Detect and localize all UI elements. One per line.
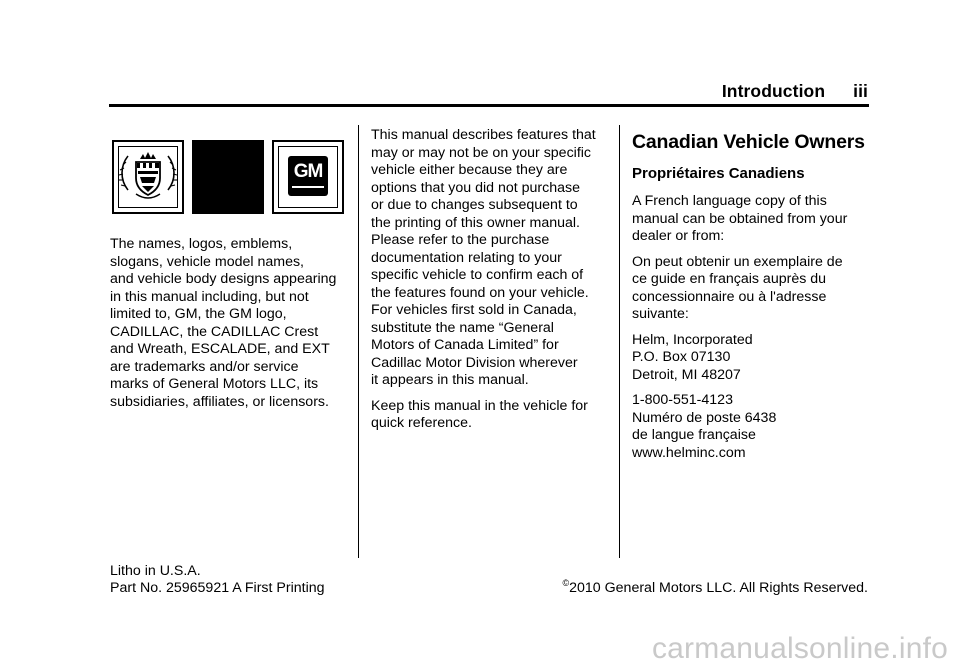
text-line: the printing of this owner manual. <box>371 214 580 231</box>
text-line: slogans, vehicle model names, <box>110 253 304 270</box>
text-line: CADILLAC, the CADILLAC Crest <box>110 323 319 340</box>
french-paragraph <box>632 254 872 324</box>
text-line: options that you did not purchase <box>371 179 581 196</box>
section-title: Introduction <box>721 81 826 101</box>
section-subheading: Propriétaires Canadiens <box>632 165 805 182</box>
text-line: limited to, GM, the GM logo, <box>110 306 287 322</box>
page-number: iii <box>853 81 868 101</box>
manual-description <box>371 127 607 441</box>
trademark-text <box>110 236 346 411</box>
running-header <box>722 81 868 102</box>
trademark-paragraph <box>110 236 346 411</box>
text-line: Helm, Incorporated <box>632 331 753 348</box>
text-line: dealer or from: <box>632 228 725 244</box>
column-divider-left <box>358 125 359 558</box>
text-line: On peut obtenir un exemplaire de <box>632 253 843 270</box>
footer-left <box>110 563 325 597</box>
features-paragraph <box>371 127 607 390</box>
text-line: documentation relating to your <box>371 249 562 266</box>
litho-text: Litho in U.S.A. <box>110 563 201 579</box>
cadillac-crest-logo <box>112 140 184 214</box>
address-block <box>632 332 872 385</box>
black-logo-block <box>192 140 264 214</box>
text-line: are trademarks and/or service <box>110 358 299 375</box>
text-line: This manual describes features that <box>371 127 596 143</box>
text-line: Cadillac Motor Division wherever <box>371 354 578 371</box>
keep-manual-paragraph <box>371 398 607 433</box>
gm-logo <box>272 140 344 214</box>
header-rule <box>109 104 869 107</box>
text-line: Keep this manual in the vehicle for <box>371 397 588 414</box>
text-line: www.helminc.com <box>632 444 746 461</box>
text-line: and Wreath, ESCALADE, and EXT <box>110 341 330 357</box>
text-line: Numéro de poste 6438 <box>632 409 777 426</box>
text-line: manual can be obtained from your <box>632 210 848 227</box>
text-line: the features found on your vehicle. <box>371 284 589 301</box>
canadian-owners-section <box>632 131 872 470</box>
trademark-logos <box>112 140 344 216</box>
copyright-text: 2010 General Motors LLC. All Rights Reserved. <box>569 580 868 596</box>
text-line: de langue française <box>632 427 756 443</box>
text-line: concessionnaire ou à l'adresse <box>632 288 827 305</box>
text-line: or due to changes subsequent to <box>371 197 578 213</box>
text-line: P.O. Box 07130 <box>632 349 731 365</box>
text-line: A French language copy of this <box>632 193 827 209</box>
text-line: For vehicles first sold in Canada, <box>371 302 577 318</box>
text-line: The names, logos, emblems, <box>110 236 293 252</box>
french-copy-paragraph <box>632 193 872 246</box>
text-line: it appears in this manual. <box>371 372 529 388</box>
text-line: ce guide en français auprès du <box>632 271 827 287</box>
text-line: and vehicle body designs appearing <box>110 271 337 287</box>
text-line: quick reference. <box>371 415 472 431</box>
contact-block <box>632 392 872 462</box>
gm-logo-text: GM <box>293 161 323 182</box>
text-line: substitute the name “General <box>371 319 554 336</box>
text-line: suivante: <box>632 306 689 322</box>
section-heading: Canadian Vehicle Owners <box>632 131 865 153</box>
text-line: Motors of Canada Limited” for <box>371 337 559 353</box>
text-line: Detroit, MI 48207 <box>632 366 741 383</box>
column-divider-right <box>619 125 620 558</box>
text-line: vehicle either because they are <box>371 162 568 178</box>
watermark: carmanualsonline.info <box>651 632 948 665</box>
gm-logo-icon <box>288 156 328 196</box>
part-number: Part No. 25965921 A First Printing <box>110 580 325 596</box>
text-line: specific vehicle to confirm each of <box>371 267 584 283</box>
text-line: may or may not be on your specific <box>371 144 592 161</box>
copyright-notice <box>562 575 868 597</box>
cadillac-crest-icon <box>114 142 182 212</box>
text-line: in this manual including, but not <box>110 288 309 305</box>
copyright-symbol: © <box>562 578 570 588</box>
text-line: Please refer to the purchase <box>371 232 550 248</box>
text-line: marks of General Motors LLC, its <box>110 376 319 392</box>
text-line: 1-800-551-4123 <box>632 392 733 408</box>
text-line: subsidiaries, affiliates, or licensors. <box>110 393 329 410</box>
